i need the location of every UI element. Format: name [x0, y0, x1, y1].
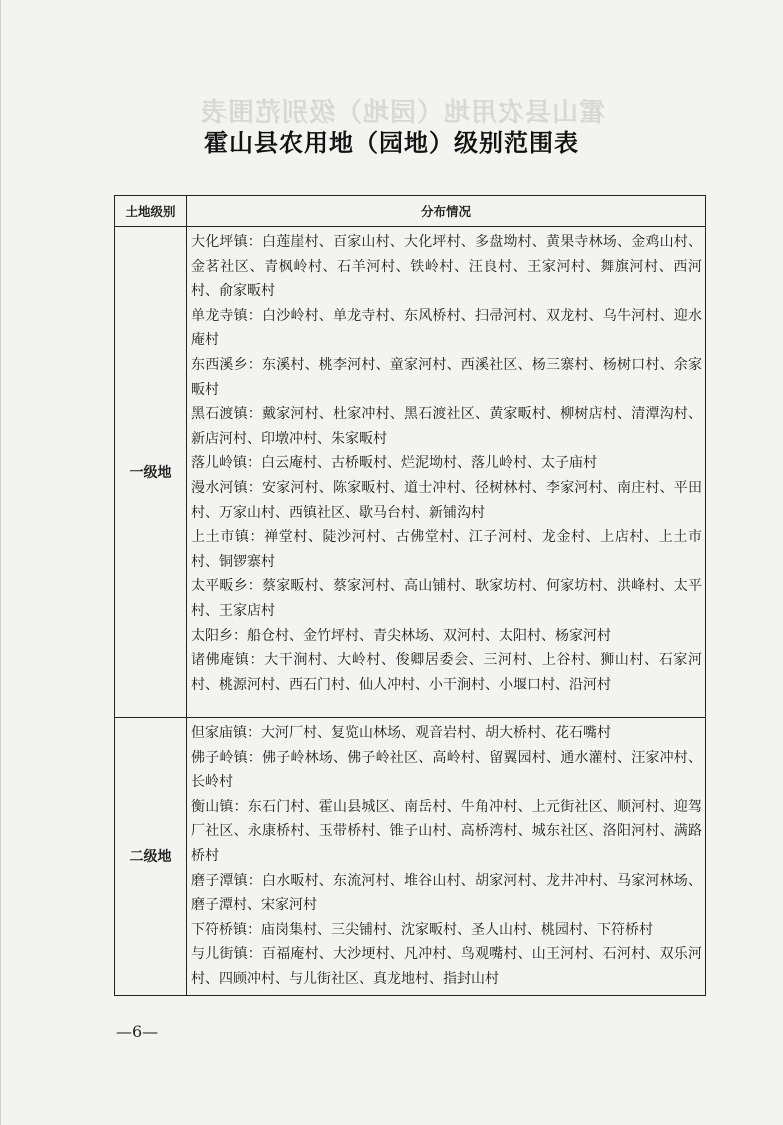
table-header-row	[115, 196, 706, 227]
level-cell: 二级地	[115, 718, 187, 996]
list-item: 黑石渡镇：戴家河村、杜家冲村、黑石渡社区、黄家畈村、柳树店村、清潭沟村、新店河村、印墩冲村、朱家畈村	[191, 406, 702, 447]
list-item: 衡山镇：东石门村、霍山县城区、南岳村、牛角冲村、上元街社区、顺河村、迎驾厂社区、永康桥村、玉带桥村、锥子山村、高桥湾村、城东社区、洛阳河村、满路桥村	[191, 798, 702, 864]
distribution-cell	[187, 227, 706, 718]
land-grade-table	[114, 195, 706, 996]
distribution-cell	[187, 718, 706, 996]
table-row-level-2	[115, 718, 706, 996]
table-row-level-1	[115, 227, 706, 718]
list-item: 诸佛庵镇：大干涧村、大岭村、俊卿居委会、三河村、上谷村、狮山村、石家河村、桃源河村、西石门村、仙人冲村、小干涧村、小堰口村、沿河村	[191, 652, 702, 693]
header-land-level: 土地级别	[115, 196, 187, 227]
list-item: 太阳乡：船仓村、金竹坪村、青尖林场、双河村、太阳村、杨家河村	[191, 627, 611, 644]
bleed-through-title: 霍山县农用地（园地）级别范围表	[200, 98, 606, 128]
list-item: 佛子岭镇：佛子岭林场、佛子岭社区、高岭村、留翼园村、通水灌村、汪家冲村、长岭村	[191, 749, 702, 791]
page-number: —6—	[116, 1022, 159, 1041]
list-item: 单龙寺镇：白沙岭村、单龙寺村、东风桥村、扫帚河村、双龙村、乌牛河村、迎水庵村	[191, 307, 702, 349]
list-item: 太平畈乡：蔡家畈村、蔡家河村、高山铺村、耿家坊村、何家坊村、洪峰村、太平村、王家店村	[191, 578, 702, 619]
list-item: 下符桥镇：庙岗集村、三尖铺村、沈家畈村、圣人山村、桃园村、下符桥村	[191, 921, 653, 938]
level-cell: 一级地	[115, 227, 187, 718]
list-item: 与儿街镇：百福庵村、大沙埂村、凡冲村、鸟观嘴村、山王河村、石河村、双乐河村、四顾冲村、与儿街社区、真龙地村、指封山村	[191, 946, 702, 987]
list-item: 东西溪乡：东溪村、桃李河村、童家河村、西溪社区、杨三寨村、杨树口村、余家畈村	[191, 356, 702, 398]
header-distribution: 分布情况	[187, 196, 706, 227]
list-item: 但家庙镇：大河厂村、复览山林场、观音岩村、胡大桥村、花石嘴村	[191, 725, 611, 741]
list-item: 落儿岭镇：白云庵村、古桥畈村、烂泥坳村、落儿岭村、太子庙村	[191, 455, 597, 472]
document-title: 霍山县农用地（园地）级别范围表	[204, 129, 579, 157]
list-item: 大化坪镇：白莲崖村、百家山村、大化坪村、多盘坳村、黄果寺林场、金鸡山村、金茗社区、青枫岭村、石羊河村、铁岭村、汪良村、王家河村、舞旗河村、西河村、俞家畈村	[191, 234, 702, 300]
list-item: 漫水河镇：安家河村、陈家畈村、道士冲村、径树林村、李家河村、南庄村、平田村、万家山村、西镇社区、歇马台村、新铺沟村	[191, 479, 702, 521]
list-item: 磨子潭镇：白水畈村、东流河村、堆谷山村、胡家河村、龙井冲村、马家河林场、磨子潭村、宋家河村	[191, 872, 702, 914]
list-item: 上土市镇：禅堂村、陡沙河村、古佛堂村、江子河村、龙金村、上店村、上土市村、铜锣寨村	[191, 529, 702, 570]
